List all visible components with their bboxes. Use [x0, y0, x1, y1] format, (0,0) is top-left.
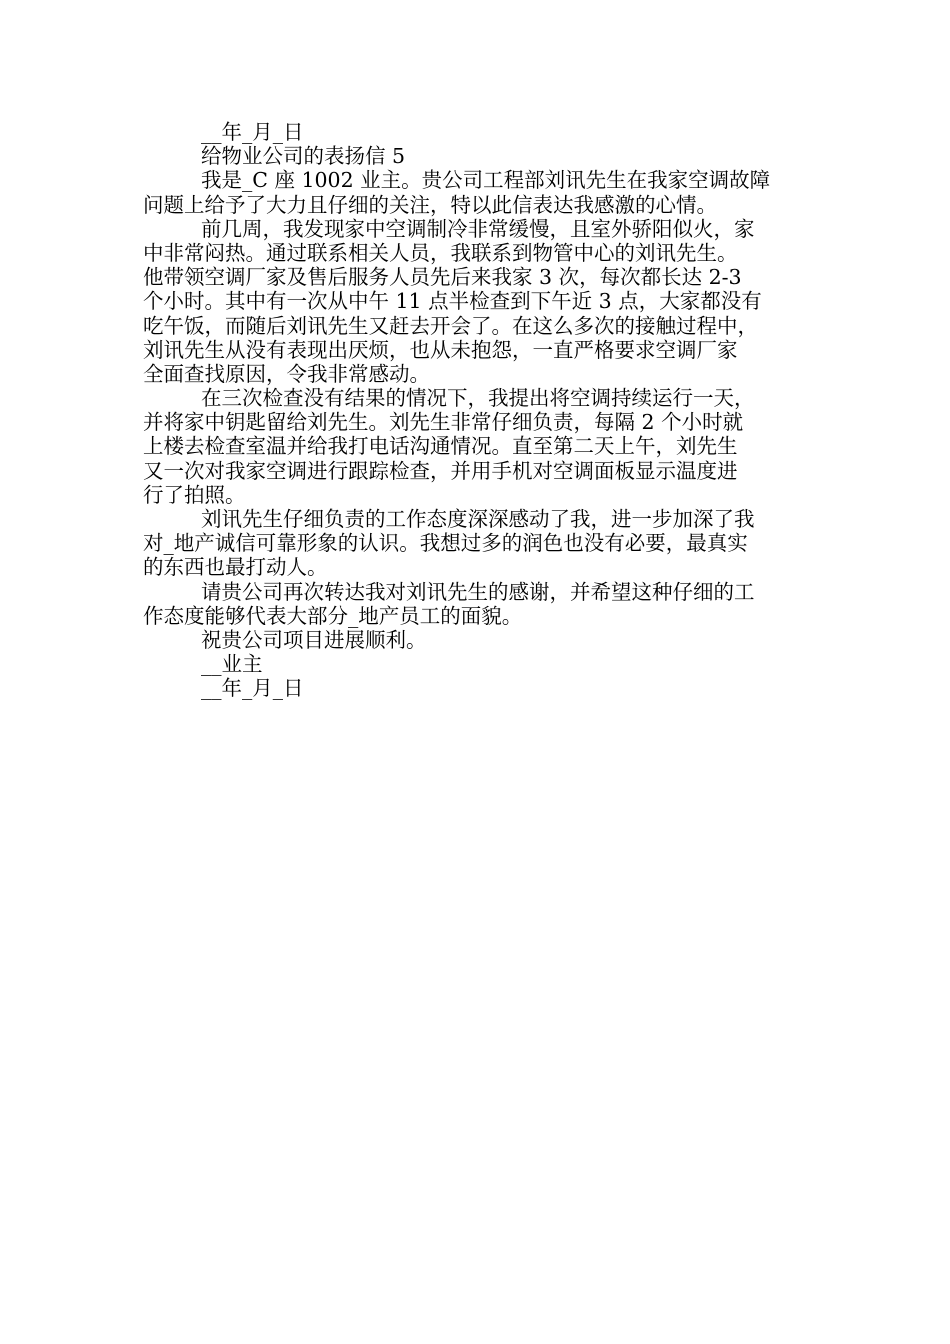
paragraph-1: [143, 168, 811, 216]
paragraph-5: [143, 580, 811, 628]
text-line: 我是_C 座 1002 业主。贵公司工程部刘讯先生在我家空调故障: [201, 168, 771, 193]
text-line: 中非常闷热。通过联系相关人员，我联系到物管中心的刘讯先生。: [143, 240, 738, 265]
paragraph-2: [143, 217, 811, 386]
text-line: 上楼去检查室温并给我打电话沟通情况。直至第二天上午，刘先生: [143, 434, 738, 459]
text-line: 吃午饭，而随后刘讯先生又赶去开会了。在这么多次的接触过程中，: [143, 313, 758, 338]
text-line: 并将家中钥匙留给刘先生。刘先生非常仔细负责，每隔 2 个小时就: [143, 410, 744, 435]
paragraph-3: [143, 386, 811, 507]
text-line: 行了拍照。: [143, 482, 246, 507]
closing-line: 祝贵公司项目进展顺利。: [201, 627, 427, 652]
letter-body: [143, 120, 811, 701]
text-line: 他带领空调厂家及售后服务人员先后来我家 3 次，每次都长达 2-3: [143, 265, 742, 290]
date-top: __年_月_日: [201, 120, 304, 144]
date-bottom: __年_月_日: [201, 676, 304, 701]
text-line: 在三次检查没有结果的情况下，我提出将空调持续运行一天，: [201, 386, 755, 411]
text-line: 前几周，我发现家中空调制冷非常缓慢，且室外骄阳似火，家: [201, 216, 755, 241]
text-line: 问题上给予了大力且仔细的关注，特以此信表达我感激的心情。: [143, 192, 717, 217]
paragraph-4: [143, 507, 811, 580]
signature: __业主: [201, 652, 263, 677]
text-line: 刘讯先生仔细负责的工作态度深深感动了我，进一步加深了我: [201, 507, 755, 531]
text-line: 作态度能够代表大部分_地产员工的面貌。: [143, 603, 523, 628]
text-line: 全面查找原因，令我非常感动。: [143, 361, 430, 386]
text-line: 个小时。其中有一次从中午 11 点半检查到下午近 3 点，大家都没有: [143, 289, 762, 314]
text-line: 对_地产诚信可靠形象的认识。我想过多的润色也没有必要，最真实: [143, 531, 748, 556]
text-line: 又一次对我家空调进行跟踪检查，并用手机对空调面板显示温度进: [143, 458, 738, 483]
text-line: 请贵公司再次转达我对刘讯先生的感谢，并希望这种仔细的工: [201, 579, 755, 604]
text-line: 的东西也最打动人。: [143, 555, 328, 580]
letter-title: 给物业公司的表扬信 5: [201, 144, 406, 169]
text-line: 刘讯先生从没有表现出厌烦，也从未抱怨，一直严格要求空调厂家: [143, 337, 738, 362]
